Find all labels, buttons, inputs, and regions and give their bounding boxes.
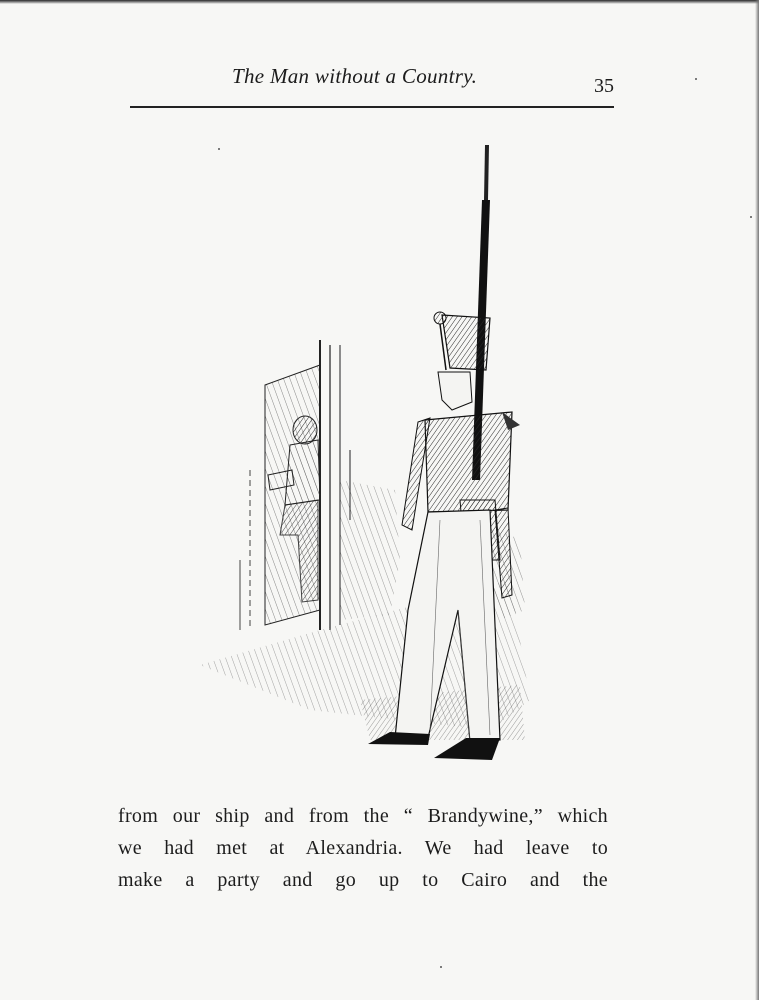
running-title: The Man without a Country. xyxy=(232,64,478,88)
body-text xyxy=(118,800,608,896)
sentry-illustration xyxy=(190,140,540,770)
paper-speck xyxy=(440,966,442,968)
text-line: we had met at Alexandria. We had leave to xyxy=(118,837,608,859)
page-number: 35 xyxy=(594,75,614,97)
page-top-edge xyxy=(0,0,759,4)
running-head xyxy=(130,60,614,100)
paper-speck xyxy=(750,216,752,218)
paper-speck xyxy=(695,78,697,80)
header-rule xyxy=(130,106,614,108)
paper-speck xyxy=(218,148,220,150)
page-right-edge xyxy=(755,0,759,1000)
text-line: from our ship and from the “ Brandywine,” which xyxy=(118,805,608,827)
text-line: make a party and go up to Cairo and the xyxy=(118,869,608,891)
